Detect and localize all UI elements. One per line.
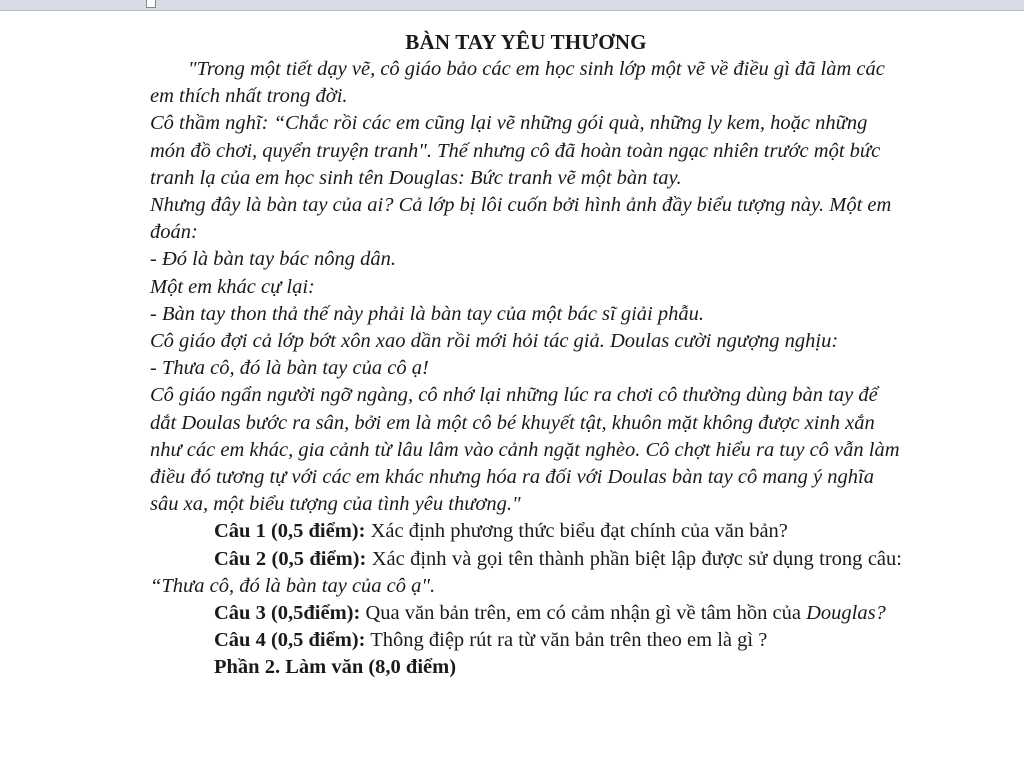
question-text: Xác định phương thức biểu đạt chính của văn bản? xyxy=(365,520,788,543)
document-page xyxy=(150,28,902,679)
question-label: Câu 2 (0,5 điểm): xyxy=(214,547,367,570)
question-label: Câu 4 (0,5 điểm): xyxy=(214,629,366,652)
question-2 xyxy=(150,546,902,600)
story-paragraph: - Đó là bàn tay bác nông dân. xyxy=(150,248,396,271)
ruler xyxy=(0,0,1024,11)
story-paragraph: - Bàn tay thon thả thế này phải là bàn tay của một bác sĩ giải phẫu. xyxy=(150,302,705,325)
story-paragraph: - Thưa cô, đó là bàn tay của cô ạ! xyxy=(150,357,429,380)
question-italic: Douglas? xyxy=(806,602,886,625)
story-paragraph: Cô giáo đợi cả lớp bớt xôn xao dần rồi mới hỏi tác giả. Doulas cười ngượng nghịu: xyxy=(150,330,839,353)
story-paragraph: Nhưng đây là bàn tay của ai? Cả lớp bị lôi cuốn bởi hình ảnh đầy biểu tượng này. Một em đoán: xyxy=(150,194,892,244)
question-text: Thông điệp rút ra từ văn bản trên theo em là gì ? xyxy=(365,629,768,652)
story-paragraph: "Trong một tiết dạy vẽ, cô giáo bảo các em học sinh lớp một vẽ về điều gì đã làm các em thích nhất trong đời. xyxy=(150,58,885,108)
question-label: Câu 1 (0,5 điểm): xyxy=(214,520,366,543)
story-paragraph: Cô thầm nghĩ: “Chắc rồi các em cũng lại vẽ những gói quà, những ly kem, hoặc những món đồ chơi, quyển truyện tranh". Thế nhưng cô đã hoàn toàn ngạc nhiên trước một bức tranh lạ của em học sinh tên Douglas: Bức tranh vẽ một bàn tay. xyxy=(150,112,881,189)
question-text: Qua văn bản trên, em có cảm nhận gì về tâm hồn của xyxy=(360,602,807,625)
question-text: Xác định và gọi tên thành phần biệt lập được sử dụng trong câu: xyxy=(366,547,902,570)
section-heading-cut: Phần 2. Làm văn (8,0 điểm) xyxy=(214,656,457,679)
question-quote: “Thưa cô, đó là bàn tay của cô ạ". xyxy=(150,574,436,597)
document-title: BÀN TAY YÊU THƯƠNG xyxy=(405,30,647,54)
question-label: Câu 3 (0,5điểm): xyxy=(214,602,361,625)
indent-marker[interactable] xyxy=(146,0,156,8)
question-1 xyxy=(150,518,902,545)
question-3 xyxy=(150,600,902,627)
question-4 xyxy=(150,627,902,654)
story-paragraph: Một em khác cự lại: xyxy=(150,275,315,298)
story-text xyxy=(150,56,902,518)
story-paragraph: Cô giáo ngẩn người ngỡ ngàng, cô nhớ lại những lúc ra chơi cô thường dùng bàn tay để dắt Doulas bước ra sân, bởi em là một cô bé khuyết tật, khuôn mặt không được xinh xắn như các em khác, gia cảnh từ lâu lâm vào cảnh ngặt nghèo. Cô chợt hiểu ra tuy cô vẫn làm điều đó tương tự với các em khác nhưng hóa ra đối với Doulas bàn tay cô mang ý nghĩa sâu xa, một biểu tượng của tình yêu thương." xyxy=(150,384,900,516)
